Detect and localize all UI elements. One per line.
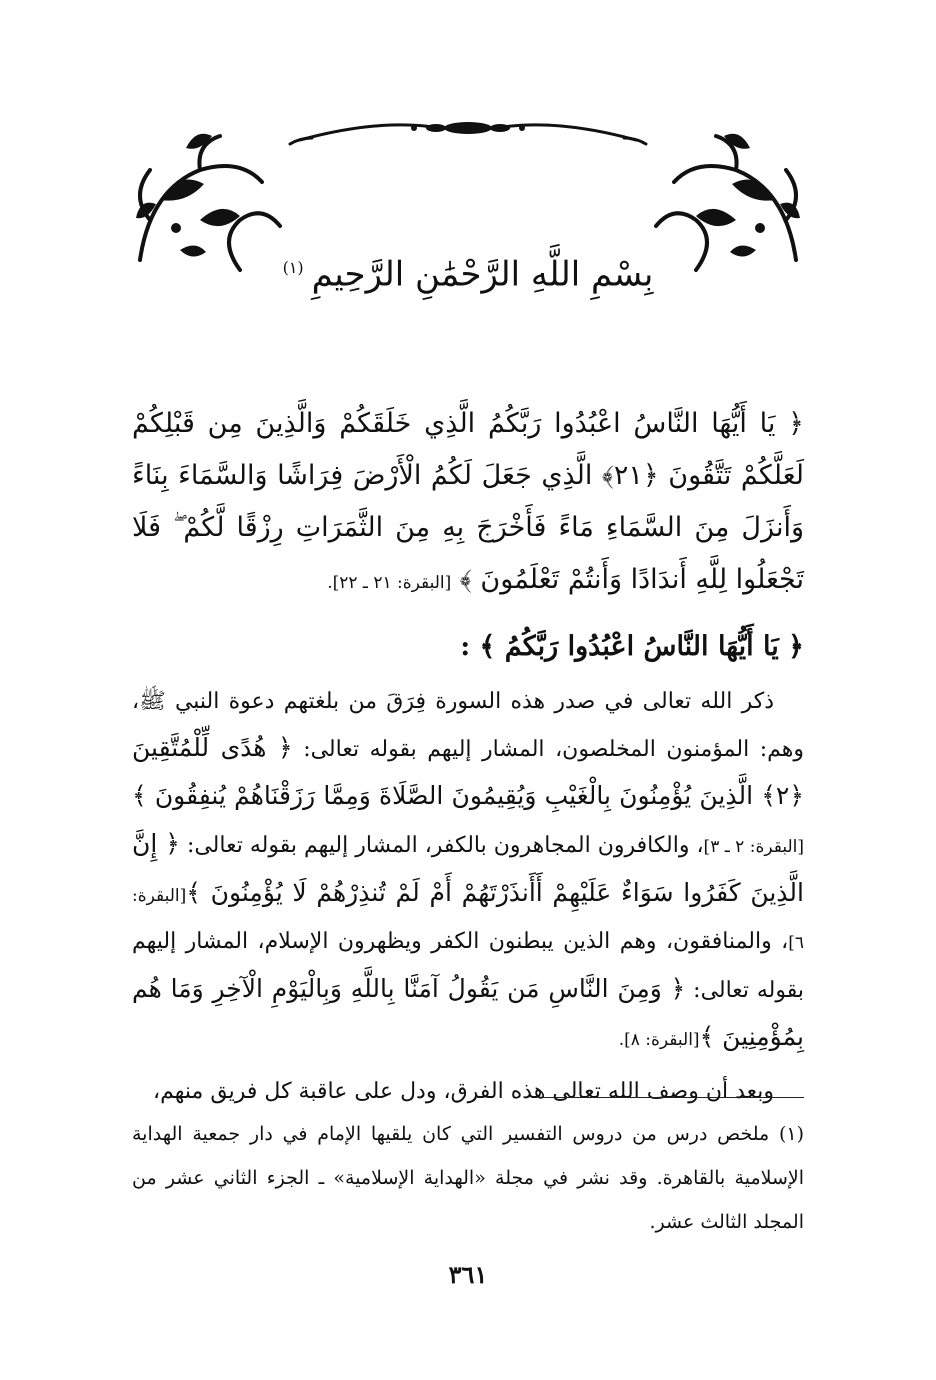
para1-quote-3: ﴿ وَمِنَ النَّاسِ مَن يَقُولُ آمَنَّا بِاللَّهِ وَبِالْيَوْمِ الْآخِرِ وَمَا هُم بِمُؤْمِنِينَ ﴾	[132, 974, 804, 1051]
para1-part-a: ذكر الله تعالى في صدر هذه السورة فِرَقَ من بلغتهم دعوة النبي ﷺ، وهم: المؤمنون المخلصون، المشار إليهم بقوله تعالى:	[132, 689, 805, 762]
para1-part-b: ، والكافرون المجاهرون بالكفر، المشار إليهم بقوله تعالى:	[186, 833, 704, 858]
para1-quote-2: ﴿ إِنَّ الَّذِينَ كَفَرُوا سَوَاءٌ عَلَيْهِمْ أَأَنذَرْتَهُمْ أَمْ لَمْ تُنذِرْهُمْ لَا يُؤْمِنُونَ ﴾	[132, 829, 804, 907]
quran-verse-block	[132, 398, 804, 609]
para1-part-c: ، والمنافقون، وهم الذين يبطنون الكفر ويظهرون الإسلام، المشار إليهم بقوله تعالى:	[132, 929, 804, 1003]
footnote-divider	[540, 1097, 804, 1098]
footnote-marker: (١)	[282, 258, 304, 277]
verse-text: ﴿ يَا أَيُّهَا النَّاسُ اعْبُدُوا رَبَّكُمُ الَّذِي خَلَقَكُمْ وَالَّذِينَ مِن قَبْلِكُمْ لَعَلَّكُمْ تَتَّقُونَ ﴿٢١﴾ الَّذِي جَعَلَ لَكُمُ الْأَرْضَ فِرَاشًا وَالسَّمَاءَ بِنَاءً وَأَنزَلَ مِنَ السَّمَاءِ مَاءً فَأَخْرَجَ بِهِ مِنَ الثَّمَرَاتِ رِزْقًا لَّكُمْ ۖ فَلَا تَجْعَلُوا لِلَّهِ أَندَادًا وَأَنتُمْ تَعْلَمُونَ ﴾	[132, 408, 804, 595]
para1-cite-3: [البقرة: ٨].	[618, 1030, 700, 1050]
para1-cite-1: [البقرة: ٢ ـ ٣]	[703, 837, 804, 857]
section-subheading: ﴿ يَا أَيُّهَا النَّاسُ اعْبُدُوا رَبَّكُمُ ﴾ :	[460, 631, 804, 662]
basmala-heading	[240, 238, 696, 298]
basmala-text: بِسْمِ اللَّهِ الرَّحْمَٰنِ الرَّحِيمِ	[311, 254, 654, 295]
paragraph-1	[132, 679, 804, 1063]
verse-citation: [البقرة: ٢١ ـ ٢٢].	[327, 573, 452, 593]
main-text	[132, 398, 804, 1121]
footnote: (١) ملخص درس من دروس التفسير التي كان يلقيها الإمام في دار جمعية الهداية الإسلامية بالقاهرة. وقد نشر في مجلة «الهداية الإسلامية» ـ الجزء الثاني عشر من المجلد الثالث عشر.	[132, 1123, 804, 1233]
page-number: ٣٦١	[448, 1260, 488, 1289]
paragraph-2: وبعد أن وصف الله تعالى هذه الفرق، ودل على عاقبة كل فريق منهم،	[153, 1079, 774, 1104]
para1-quote-1: ﴿ هُدًى لِّلْمُتَّقِينَ ﴿٢﴾ الَّذِينَ يُؤْمِنُونَ بِالْغَيْبِ وَيُقِيمُونَ الصَّلَاةَ وَمِمَّا رَزَقْنَاهُمْ يُنفِقُونَ ﴾	[132, 733, 804, 810]
para1-cite-2: [البقرة: ٦]	[132, 886, 804, 953]
